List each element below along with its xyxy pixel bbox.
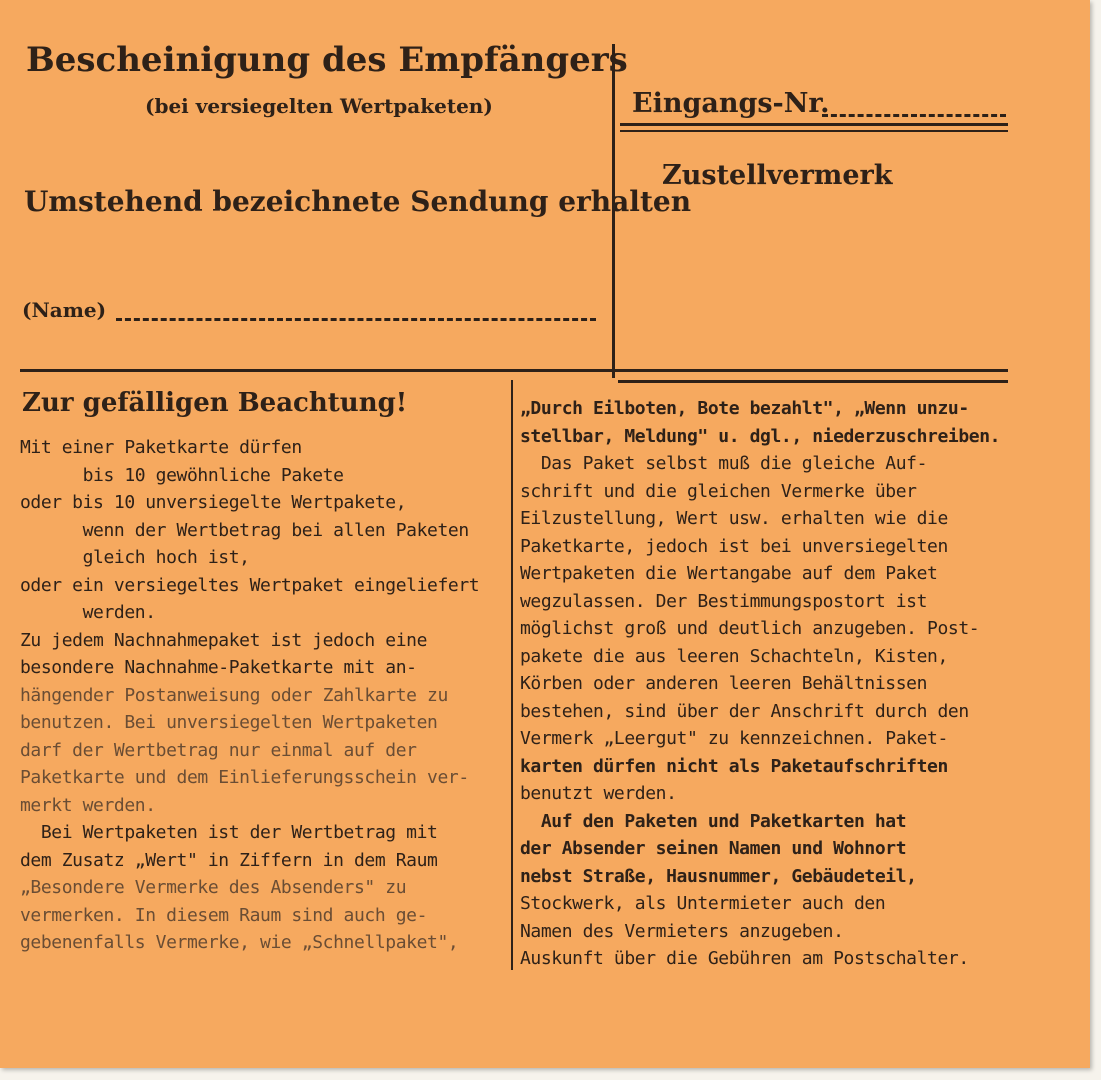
left-line: dem Zusatz „Wert" in Ziffern in dem Raum	[20, 849, 438, 871]
notice-heading: Zur gefälligen Beachtung!	[22, 388, 408, 418]
horizontal-divider	[20, 369, 1008, 372]
left-line: merkt werden.	[20, 794, 156, 816]
notice-right-column	[520, 395, 1000, 973]
vertical-divider-bottom	[511, 380, 513, 970]
left-line: darf der Wertbetrag nur einmal auf der	[20, 739, 417, 761]
left-line: Bei Wertpaketen ist der Wertbetrag mit	[20, 822, 438, 843]
right-line: Stockwerk, als Untermieter auch den	[520, 893, 886, 914]
right-line: der Absender seinen Namen und Wohnort	[520, 838, 907, 859]
name-signature-line	[116, 318, 596, 321]
received-statement: Umstehend bezeichnete Sendung erhalten	[24, 185, 692, 218]
page-title: Bescheinigung des Empfängers	[26, 40, 628, 80]
left-line: Zu jedem Nachnahmepaket ist jedoch eine	[20, 629, 428, 651]
right-line: pakete die aus leeren Schachteln, Kisten,	[520, 645, 948, 667]
left-line: wenn der Wertbetrag bei allen Paketen	[20, 519, 469, 541]
right-line: schrift und die gleichen Vermerke über	[520, 480, 917, 502]
right-line: Wertpaketen die Wertangabe auf dem Paket	[520, 563, 938, 584]
left-line: Paketkarte und dem Einlieferungsschein ver-	[20, 767, 469, 788]
right-line: stellbar, Meldung" u. dgl., niederzuschreiben.	[520, 425, 1001, 447]
subtitle: (bei versiegelten Wertpaketen)	[145, 94, 493, 118]
right-line: Paketkarte, jedoch ist bei unversiegelten	[520, 535, 948, 557]
right-line: karten dürfen nicht als Paketaufschriften	[520, 755, 948, 777]
notice-left-column	[20, 434, 479, 957]
right-line: Vermerk „Leergut" zu kennzeichnen. Paket-	[520, 728, 948, 749]
eingang-label: Eingangs-Nr.	[632, 88, 830, 119]
right-line: möglichst groß und deutlich anzugeben. Post-	[520, 618, 980, 639]
eingang-number-line	[822, 114, 1006, 117]
left-line: besondere Nachnahme-Paketkarte mit an-	[20, 657, 417, 678]
right-line: Eilzustellung, Wert usw. erhalten wie die	[520, 508, 948, 529]
left-line: werden.	[20, 602, 156, 623]
right-line: Auf den Paketen und Paketkarten hat	[520, 810, 907, 832]
right-line: wegzulassen. Der Bestimmungspostort ist	[520, 590, 928, 612]
left-line: gebenenfalls Vermerke, wie „Schnellpaket",	[20, 932, 459, 953]
left-line: benutzen. Bei unversiegelten Wertpaketen	[20, 712, 438, 733]
eingang-rule-upper	[620, 123, 1008, 126]
right-line: Das Paket selbst muß die gleiche Auf-	[520, 453, 928, 474]
left-line: vermerken. In diesem Raum sind auch ge-	[20, 904, 428, 926]
zustell-label: Zustellvermerk	[662, 160, 893, 191]
right-line: bestehen, sind über der Anschrift durch den	[520, 700, 969, 722]
left-line: „Besondere Vermerke des Absenders" zu	[20, 877, 407, 898]
right-line: Namen des Vermieters anzugeben.	[520, 920, 844, 942]
eingang-rule-lower	[620, 130, 1008, 132]
left-line: hängender Postanweisung oder Zahlkarte zu	[20, 684, 448, 706]
right-line: nebst Straße, Hausnummer, Gebäudeteil,	[520, 865, 917, 887]
right-line: benutzt werden.	[520, 783, 677, 804]
left-line: gleich hoch ist,	[20, 547, 250, 568]
right-line: Körben oder anderen leeren Behältnissen	[520, 673, 928, 694]
left-line: oder ein versiegeltes Wertpaket eingeliefert	[20, 574, 480, 596]
right-line: Auskunft über die Gebühren am Postschalter.	[520, 948, 969, 969]
right-line: „Durch Eilboten, Bote bezahlt", „Wenn unzu-	[520, 398, 969, 419]
left-line: Mit einer Paketkarte dürfen	[20, 437, 302, 458]
name-label: (Name)	[22, 298, 107, 322]
left-line: oder bis 10 unversiegelte Wertpakete,	[20, 492, 407, 513]
left-line: bis 10 gewöhnliche Pakete	[20, 464, 344, 486]
right-box-bottom-rule	[618, 380, 1008, 383]
